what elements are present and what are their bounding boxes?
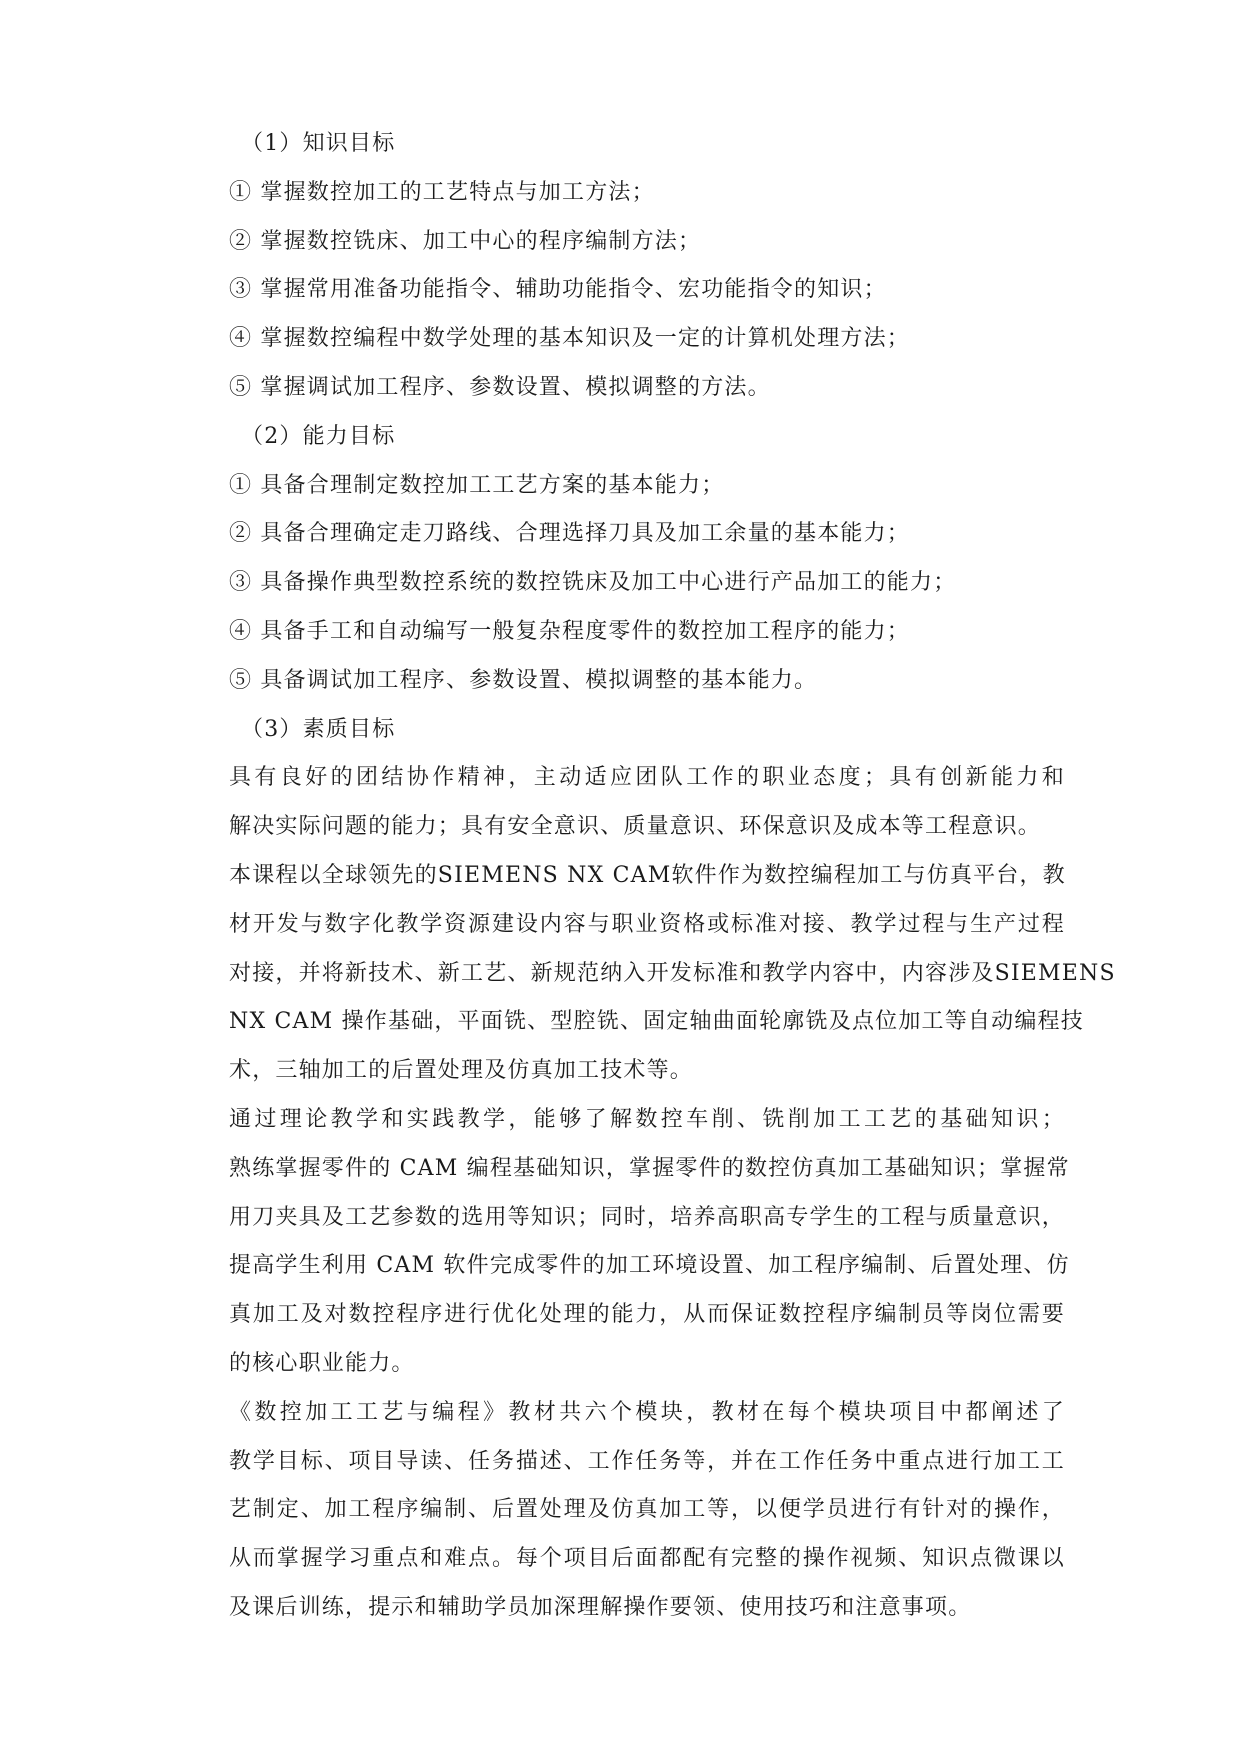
text-line: 《数控加工工艺与编程》教材共六个模块，教材在每个模块项目中都阐述了 bbox=[229, 1399, 1065, 1425]
text-line: 及课后训练，提示和辅助学员加深理解操作要领、使用技巧和注意事项。 bbox=[229, 1594, 972, 1620]
ability-goal-item: ① 具备合理制定数控加工工艺方案的基本能力； bbox=[229, 472, 725, 498]
text-line: 术，三轴加工的后置处理及仿真加工技术等。 bbox=[229, 1058, 694, 1084]
knowledge-goal-item: ① 掌握数控加工的工艺特点与加工方法； bbox=[229, 179, 655, 205]
text-line: 提高学生利用 CAM 软件完成零件的加工环境设置、加工程序编制、后置处理、仿 bbox=[229, 1253, 1070, 1279]
text-line: 真加工及对数控程序进行优化处理的能力，从而保证数控程序编制员等岗位需要 bbox=[229, 1302, 1065, 1328]
teaching-outcome-paragraph bbox=[229, 1096, 1070, 1389]
text-line: 熟练掌握零件的 CAM 编程基础知识，掌握零件的数控仿真加工基础知识；掌握常 bbox=[229, 1155, 1070, 1181]
page-content bbox=[229, 120, 1116, 1633]
text-line: 通过理论教学和实践教学，能够了解数控车削、铣削加工工艺的基础知识； bbox=[229, 1106, 1065, 1132]
text-line: 教学目标、项目导读、任务描述、工作任务等，并在工作任务中重点进行加工工 bbox=[229, 1448, 1065, 1474]
knowledge-goal-item: ② 掌握数控铣床、加工中心的程序编制方法； bbox=[229, 228, 702, 254]
textbook-structure-paragraph bbox=[229, 1389, 1065, 1633]
knowledge-goal-item: ④ 掌握数控编程中数学处理的基本知识及一定的计算机处理方法； bbox=[229, 326, 910, 352]
ability-goals-heading: （2）能力目标 bbox=[241, 423, 396, 449]
ability-goal-item: ⑤ 具备调试加工程序、参数设置、模拟调整的基本能力。 bbox=[229, 667, 818, 693]
knowledge-goals-heading: （1）知识目标 bbox=[241, 131, 396, 156]
text-line: 具有良好的团结协作精神，主动适应团队工作的职业态度；具有创新能力和 bbox=[229, 765, 1065, 791]
text-line: 本课程以全球领先的SIEMENS NX CAM软件作为数控编程加工与仿真平台，教 bbox=[229, 862, 1066, 888]
knowledge-goal-item: ③ 掌握常用准备功能指令、辅助功能指令、宏功能指令的知识； bbox=[229, 277, 887, 303]
text-line: 对接，并将新技术、新工艺、新规范纳入开发标准和教学内容中，内容涉及SIEMENS bbox=[229, 960, 1116, 986]
quality-goals-heading: （3）素质目标 bbox=[241, 716, 396, 742]
knowledge-goal-item: ⑤ 掌握调试加工程序、参数设置、模拟调整的方法。 bbox=[229, 374, 771, 400]
text-line: 从而掌握学习重点和难点。每个项目后面都配有完整的操作视频、知识点微课以 bbox=[229, 1546, 1065, 1572]
ability-goal-item: ④ 具备手工和自动编写一般复杂程度零件的数控加工程序的能力； bbox=[229, 618, 910, 644]
text-line: 用刀夹具及工艺参数的选用等知识；同时，培养高职高专学生的工程与质量意识， bbox=[229, 1204, 1065, 1230]
text-line: NX CAM 操作基础，平面铣、型腔铣、固定轴曲面轮廓铣及点位加工等自动编程技 bbox=[229, 1009, 1084, 1035]
text-line: 解决实际问题的能力；具有安全意识、质量意识、环保意识及成本等工程意识。 bbox=[229, 814, 1042, 840]
text-line: 材开发与数字化教学资源建设内容与职业资格或标准对接、教学过程与生产过程 bbox=[229, 911, 1065, 937]
ability-goal-item: ② 具备合理确定走刀路线、合理选择刀具及加工余量的基本能力； bbox=[229, 521, 910, 547]
text-line: 艺制定、加工程序编制、后置处理及仿真加工等，以便学员进行有针对的操作， bbox=[229, 1497, 1065, 1523]
quality-goals-paragraph bbox=[229, 754, 1065, 852]
text-line: 的核心职业能力。 bbox=[229, 1350, 415, 1376]
course-platform-paragraph bbox=[229, 852, 1116, 1096]
ability-goal-item: ③ 具备操作典型数控系统的数控铣床及加工中心进行产品加工的能力； bbox=[229, 570, 957, 596]
